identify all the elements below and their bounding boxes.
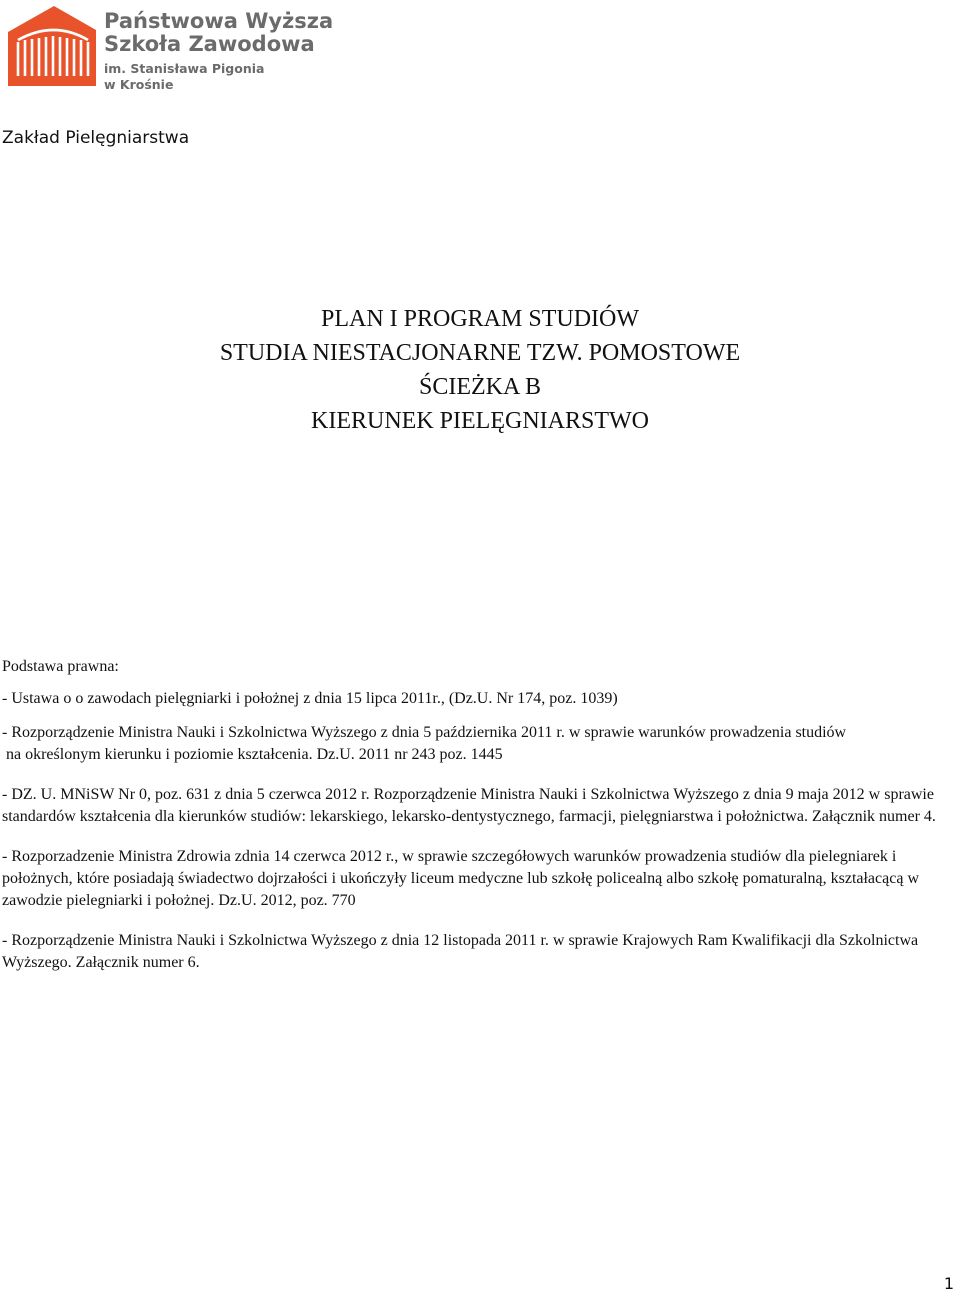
title-line-2: STUDIA NIESTACJONARNE TZW. POMOSTOWE (219, 340, 741, 366)
legal-item-2 (2, 722, 942, 766)
legal-item-3: - DZ. U. MNiSW Nr 0, poz. 631 z dnia 5 czerwca 2012 r. Rozporządzenie Ministra Nauki i Szkolnictwa Wyższego z dnia 9 maja 2012 w sprawie standardów kształcenia dla kierunków studiów: lekarskiego, lekarsko-dentystycznego, farmacji, pielęgniarstwa i położnictwa. Załącznik numer 4. (2, 786, 936, 825)
title-line-4: KIERUNEK PIELĘGNIARSTWO (311, 408, 649, 434)
legal-item-5: - Rozporządzenie Ministra Nauki i Szkolnictwa Wyższego z dnia 12 listopada 2011 r. w sprawie Krajowych Ram Kwalifikacji dla Szkolnictwa Wyższego. Załącznik numer 6. (2, 932, 919, 971)
title-line-1: PLAN I PROGRAM STUDIÓW (320, 306, 639, 332)
legal-item-1: - Ustawa o o zawodach pielęgniarki i położnej z dnia 15 lipca 2011r., (Dz.U. Nr 174, poz. 1039) (2, 690, 618, 707)
legal-item-2-line-1: - Rozporządzenie Ministra Nauki i Szkolnictwa Wyższego z dnia 5 października 2011 r. w sprawie warunków prowadzenia studiów (2, 724, 847, 741)
legal-item-2-line-2: na określonym kierunku i poziomie kształcenia. Dz.U. 2011 nr 243 poz. 1445 (6, 746, 503, 763)
department-name: Zakład Pielęgniarstwa (2, 128, 190, 148)
logo-line-2: Szkoła Zawodowa (104, 32, 315, 56)
logo-emblem-icon (8, 6, 96, 86)
page-number: 1 (943, 1274, 954, 1293)
legal-basis-section (2, 656, 942, 974)
logo-wordmark (104, 10, 333, 93)
legal-item-4: - Rozporzadzenie Ministra Zdrowia zdnia 14 czerwca 2012 r., w sprawie szczegółowych warunków prowadzenia studiów dla pielegniarek i położnych, które posiadają świadectwo dojrzałości i ukończyły liceum medyczne lub szkołę policealną albo szkołę pomaturalną, kształacącą w zawodzie pielegniarki i położnej. Dz.U. 2012, poz. 770 (2, 848, 919, 909)
legal-basis-label: Podstawa prawna (2, 658, 115, 675)
title-line-3: ŚCIEŻKA B (418, 374, 541, 400)
legal-basis-colon: : (114, 658, 119, 675)
logo-line-4: w Krośnie (104, 77, 174, 92)
institution-logo (8, 6, 334, 96)
logo-line-1: Państwowa Wyższa (104, 9, 334, 33)
document-title (0, 302, 960, 438)
logo-line-3: im. Stanisława Pigonia (104, 61, 265, 76)
legal-basis-heading (2, 656, 942, 678)
